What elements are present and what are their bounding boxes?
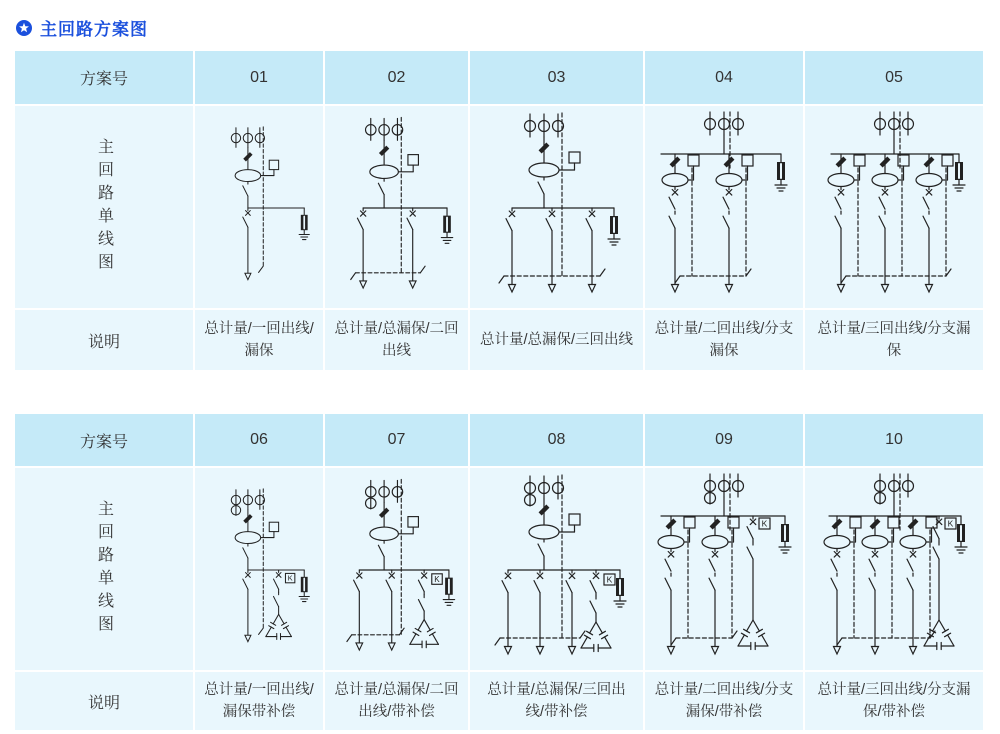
single-line-diagram-cell [325,468,468,670]
k-box-label: K [287,573,293,583]
k-box-label: K [434,574,440,584]
single-line-diagram-cell [195,106,323,308]
description-row-label: 说明 [15,672,193,730]
description-row-label: 说明 [15,310,193,370]
diagram-row-label-text: 主回路单线图 [95,500,113,638]
diagram-row-label-text: 主回路单线图 [95,138,113,276]
page-title: 主回路方案图 [40,20,148,39]
scheme-number: 10 [805,414,983,466]
k-box-label: K [761,518,768,529]
single-line-diagram-cell [805,468,983,670]
scheme-description: 总计量/总漏保/二回出线 [325,310,468,370]
single-line-diagram-cell [470,106,643,308]
scheme-description: 总计量/二回出线/分支漏保/带补偿 [645,672,803,730]
single-line-diagram [649,472,799,668]
scheme-number: 01 [195,51,323,104]
single-line-diagram-cell [325,106,468,308]
single-line-diagram [195,110,323,306]
scheme-number: 08 [470,414,643,466]
scheme-no-row-label: 方案号 [15,51,193,104]
single-line-diagram [482,110,632,306]
scheme-description: 总计量/一回出线/漏保带补偿 [195,672,323,730]
single-line-diagram [649,110,799,306]
single-line-diagram [819,110,969,306]
scheme-table-2 [15,414,983,730]
diagram-row-label [15,106,193,308]
scheme-description: 总计量/一回出线/漏保 [195,310,323,370]
k-box-label: K [606,574,612,585]
star-circle-icon [15,19,33,37]
scheme-number: 02 [325,51,468,104]
single-line-diagram [325,110,468,306]
diagram-row-label [15,468,193,670]
scheme-number: 03 [470,51,643,104]
single-line-diagram-cell [645,106,803,308]
scheme-description: 总计量/总漏保/三回出线/带补偿 [470,672,643,730]
scheme-description: 总计量/总漏保/二回出线/带补偿 [325,672,468,730]
single-line-diagram-cell [470,468,643,670]
scheme-number: 05 [805,51,983,104]
scheme-description: 总计量/二回出线/分支漏保 [645,310,803,370]
single-line-diagram [819,472,969,668]
single-line-diagram-cell [645,468,803,670]
single-line-diagram-cell [195,468,323,670]
scheme-description: 总计量/三回出线/分支漏保 [805,310,983,370]
scheme-number: 07 [325,414,468,466]
scheme-description: 总计量/总漏保/三回出线 [470,310,643,370]
scheme-table-1 [15,51,983,370]
k-box-label: K [947,518,954,529]
single-line-diagram [482,472,632,668]
single-line-diagram-cell [805,106,983,308]
page-title-row [0,0,1000,51]
scheme-number: 04 [645,51,803,104]
single-line-diagram [195,472,323,668]
single-line-diagram [325,472,468,668]
scheme-number: 09 [645,414,803,466]
scheme-no-row-label: 方案号 [15,414,193,466]
scheme-number: 06 [195,414,323,466]
scheme-description: 总计量/三回出线/分支漏保/带补偿 [805,672,983,730]
